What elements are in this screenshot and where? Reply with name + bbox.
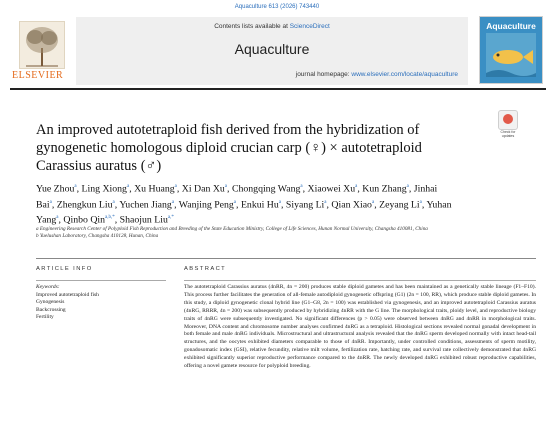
author-affiliation-marker[interactable]: a	[49, 199, 52, 205]
abstract-text: The autotetraploid Carassius auratus (4nRR, 4n = 200) produces stable diploid gametes and has been maintained as a genetically stable lineage (F1–F10). This process further facilitates the generation of all-female autodiploid gynogenetic offspring (G1) (2n = 100, RR), which produce stable diploid gametes. In this study, a diploid gynogenetic clonal hybrid line (G1–G8, 2n = 100) was established via gynogenesis, and an improved autotetraploid Carassius auratus (4nRG, RRRR, 4n = 200) was subsequently produced by hybridizing 4nRR with the G line. The morphological traits, ploidy level, and reproductive biology traits of 4nRG were subsequently investigated. No significant differences (p > 0.05) were observed between 4nRG and 4nRR in morphological traits. Moreover, DNA content and chromosome number analyses confirmed 4nRG as a tetraploid. Histological sections revealed normal gonadal development in both female and male 4nRG individuals. Microstructural and ultrastructural analysis revealed that the 4nRG sperm developed normally with intact head-tail structures, and the oocytes exhibited diameters comparable to those of 4nRR. Importantly, under controlled conditions, assessments of sperm motility, gonadosomatic index (GSI), relative fecundity, relative milt volume, fertilization rate, hatching rate, and survival rate collectively demonstrated that 4nRG exhibited significantly superior reproductive performance compared to the 4nRR. The newly developed 4nRG exhibited robust reproductive capabilities, offering a novel gamete resource for polyploid breeding.	[184, 284, 536, 370]
author-affiliation-marker[interactable]: a	[355, 184, 358, 189]
author-affiliation-marker[interactable]: a,b,*	[105, 215, 115, 221]
author-name[interactable]: Chongqing Wang	[231, 183, 301, 195]
affiliation-b: b Yuelushan Laboratory, Changsha 410128, Hunan, China	[36, 233, 159, 239]
article-info-heading: ARTICLE INFO	[36, 266, 93, 272]
author-affiliation-marker[interactable]: a	[406, 184, 409, 189]
author-affiliation-marker[interactable]: a	[233, 199, 237, 205]
journal-title: Aquaculture	[234, 41, 310, 57]
author-affiliation-marker[interactable]: a	[300, 184, 303, 189]
cover-title: Aquaculture	[486, 21, 536, 31]
journal-header	[10, 17, 546, 85]
section-rule	[36, 258, 536, 259]
publisher-name: ELSEVIER	[12, 70, 64, 81]
author-affiliation-marker[interactable]: a	[278, 199, 281, 205]
author-name[interactable]: Kun Zhang	[362, 183, 407, 195]
author-name[interactable]: Yue Zhou	[36, 183, 75, 195]
author-name[interactable]: Wanjing Peng	[178, 198, 234, 210]
author-name[interactable]: Zhengkun Liu	[56, 198, 113, 210]
author-name[interactable]: Qinbo Qin	[63, 214, 106, 226]
journal-citation[interactable]: Aquaculture 613 (2026) 743440	[234, 4, 320, 10]
keyword-item: Fertility	[36, 314, 54, 321]
author-name[interactable]: Xiaowei Xu	[307, 183, 356, 195]
author-name[interactable]: Enkui Hu	[240, 198, 279, 210]
journal-cover[interactable]	[480, 17, 542, 83]
check-updates-label: Check for updates	[500, 130, 516, 138]
affiliations	[36, 226, 506, 240]
contents-line	[76, 23, 468, 30]
author-affiliation-marker[interactable]: a	[56, 215, 59, 221]
check-updates-icon	[498, 110, 518, 130]
homepage-link[interactable]: www.elsevier.com/locate/aquaculture	[351, 71, 458, 78]
author-affiliation-marker[interactable]: a,*	[167, 215, 174, 221]
author-affiliation-marker[interactable]: a	[174, 184, 177, 189]
author-affiliation-marker[interactable]: a	[419, 199, 422, 205]
keywords-label: Keywords:	[36, 284, 60, 290]
author-name[interactable]: Xi Dan Xu	[181, 183, 225, 195]
author-list: Yue Zhou$^a$, Ling Xiong$^a$, Xu Huang$^a$, Xi Dan Xu$^a$, Chongqing Wang$^a$, Xiaowei Xu$^a$, Kun Zhang$^a$, Jinhai Bai$^a$, Zhengkun Liu$^a$, Yuchen Jiang$^a$, Wanjing Peng$^a$, Enkui Hu$^a$, Siyang Li$^a$, Qian Xiao$^a$, Zeyang Li$^a$, Yuhan Yang$^a$, Qinbo Qin$^{a,b,*}$, Shaojun Liu$^{a,*}$	[36, 183, 452, 226]
affiliation-a: a Engineering Research Center of Polyploid Fish Reproduction and Breeding of the State Education Ministry, College of Life Sciences, Hunan Normal University, Changsha 410081, China	[36, 226, 428, 232]
author-name[interactable]: Qian Xiao	[331, 198, 372, 210]
keywords-block	[36, 284, 166, 322]
abstract-heading: ABSTRACT	[184, 266, 227, 272]
keyword-item: Improved autotetraploid fish	[36, 291, 99, 298]
author-affiliation-marker[interactable]: a	[224, 184, 228, 189]
elsevier-logo[interactable]	[10, 21, 72, 83]
author-affiliation-marker[interactable]: a	[112, 199, 115, 205]
article-title-text: An improved autotetraploid fish derived from the hybridization of gynogenetic homologous diploid crucian carp (♀) × autotetraploid Carassius auratus (♂)	[36, 122, 422, 174]
article-title	[36, 121, 476, 175]
cover-image	[486, 33, 536, 77]
header-rule	[10, 88, 546, 90]
author-affiliation-marker[interactable]: a	[171, 199, 175, 205]
abstract-rule	[184, 280, 536, 281]
author-name[interactable]: Jinhai Bai	[36, 183, 438, 210]
author-affiliation-marker[interactable]: a	[371, 199, 375, 205]
author-name[interactable]: Shaojun Liu	[119, 214, 168, 226]
elsevier-tree-icon	[19, 21, 65, 69]
author-name[interactable]: Yuhan Yang	[36, 198, 452, 226]
keyword-item: Backcrossing	[36, 306, 66, 313]
author-affiliation-marker[interactable]: a	[126, 184, 130, 189]
author-name[interactable]: Yuchen Jiang	[119, 198, 172, 210]
contents-prefix: Contents lists available at	[214, 23, 290, 30]
journal-info-box	[76, 17, 468, 85]
sciencedirect-link[interactable]: ScienceDirect	[289, 23, 330, 30]
keyword-item: Gynogenesis	[36, 299, 65, 306]
check-for-updates-badge[interactable]	[496, 110, 520, 140]
author-name[interactable]: Xu Huang	[134, 183, 175, 195]
author-affiliation-marker[interactable]: a	[324, 199, 327, 205]
homepage-line	[76, 71, 468, 78]
article-info-rule	[36, 280, 166, 281]
author-affiliation-marker[interactable]: a	[74, 184, 77, 189]
author-name[interactable]: Ling Xiong	[81, 183, 127, 195]
homepage-prefix: journal homepage:	[295, 71, 352, 78]
author-name[interactable]: Siyang Li	[285, 198, 325, 210]
author-name[interactable]: Zeyang Li	[379, 198, 420, 210]
